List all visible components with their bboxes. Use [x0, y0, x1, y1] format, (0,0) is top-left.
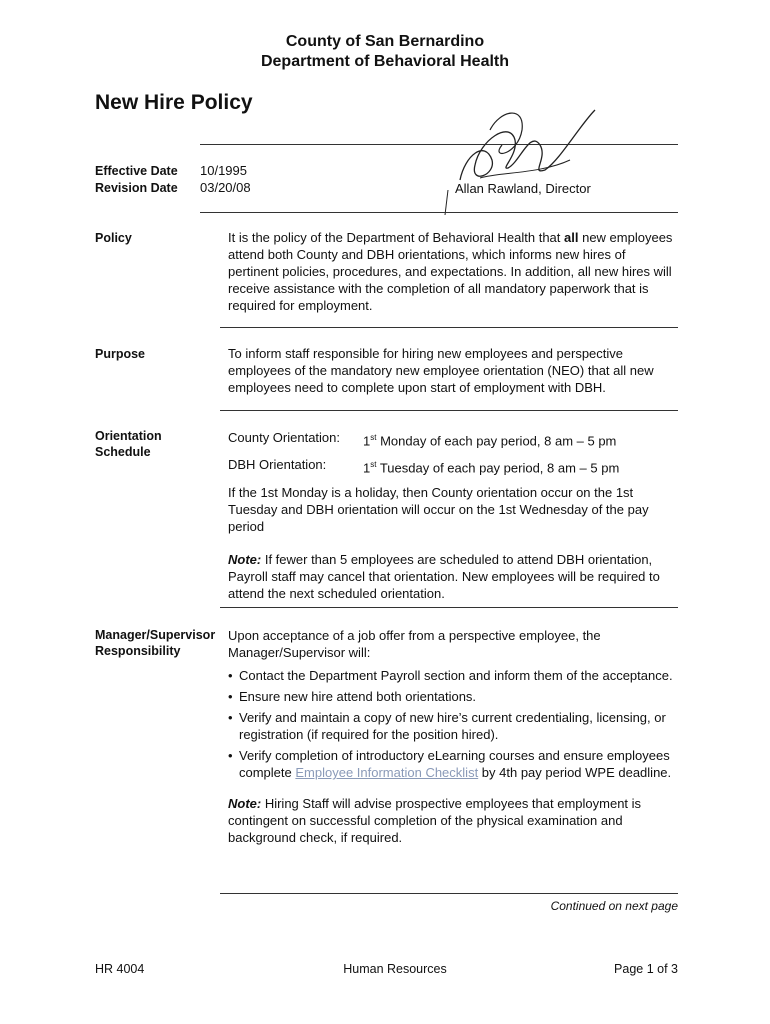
manager-block	[228, 627, 678, 846]
holiday-text: If the 1st Monday is a holiday, then County orientation occur on the 1st Tuesday and DBH orientation will occur on the 1st Wednesday of the pay period	[228, 484, 649, 534]
purpose-text: To inform staff responsible for hiring new employees and perspective employees of the mandatory new employee orientation (NEO) that all new employees need to complete upon start of employment with DBH.	[228, 346, 654, 395]
effective-date-label: Effective Date	[95, 164, 178, 178]
signatory-name: Allan Rawland, Director	[455, 181, 591, 196]
dbh-orientation-row: DBH Orientation: 1st Tuesday of each pay period, 8 am – 5 pm	[228, 457, 620, 476]
page-number: Page 1 of 3	[614, 962, 678, 976]
employee-checklist-link[interactable]: Employee Information Checklist	[295, 765, 479, 780]
list-item: • Verify completion of introductory eLearning courses and ensure employees complete Employee Information Checklist by 4th pay period WPE deadline.	[228, 747, 678, 781]
footer-doc-id: HR 4004	[95, 962, 145, 976]
list-item: • Ensure new hire attend both orientations.	[228, 688, 678, 705]
schedule-note: Note: If fewer than 5 employees are scheduled to attend DBH orientation, Payroll staff may cancel that orientation. New employees will be required to attend the next scheduled orientation.	[228, 551, 660, 601]
manager-intro: Upon acceptance of a job offer from a perspective employee, the Manager/Supervisor will:	[228, 628, 601, 660]
purpose-label: Purpose	[95, 347, 146, 361]
revision-date-label: Revision Date	[95, 181, 178, 195]
responsibility-list	[228, 667, 678, 781]
footer-department: Human Resources	[343, 962, 447, 976]
revision-date-value: 03/20/08	[200, 180, 251, 195]
divider	[220, 893, 678, 894]
manager-label: Manager/Supervisor Responsibility	[95, 628, 216, 658]
effective-date-value: 10/1995	[200, 163, 247, 178]
continued-note: Continued on next page	[550, 899, 678, 913]
divider	[220, 607, 678, 608]
policy-label: Policy	[95, 231, 132, 245]
manager-note: Note: Hiring Staff will advise prospective employees that employment is contingent on successful completion of the physical examination and background check, if required.	[228, 796, 642, 845]
list-item: • Contact the Department Payroll section and inform them of the acceptance.	[228, 667, 678, 684]
list-item: • Verify and maintain a copy of new hire’s current credentialing, licensing, or registration (if required for the position hired).	[228, 709, 678, 743]
schedule-block	[228, 429, 678, 602]
divider	[200, 212, 678, 213]
divider	[220, 410, 678, 411]
policy-text: It is the policy of the Department of Behavioral Health that all new employees attend both County and DBH orientations, which informs new hires of pertinent policies, procedures, and expectations. In addition, all new hires will receive assistance with the completion of all mandatory paperwork that is required for employment.	[228, 230, 673, 313]
schedule-label: Orientation Schedule	[95, 429, 162, 459]
county-orientation-row: County Orientation: 1st Monday of each pay period, 8 am – 5 pm	[228, 430, 617, 449]
divider	[220, 327, 678, 328]
page-title: New Hire Policy	[95, 91, 253, 114]
signature-image	[430, 100, 620, 240]
department-name: Department of Behavioral Health	[260, 53, 510, 70]
county-name: County of San Bernardino	[285, 33, 485, 50]
